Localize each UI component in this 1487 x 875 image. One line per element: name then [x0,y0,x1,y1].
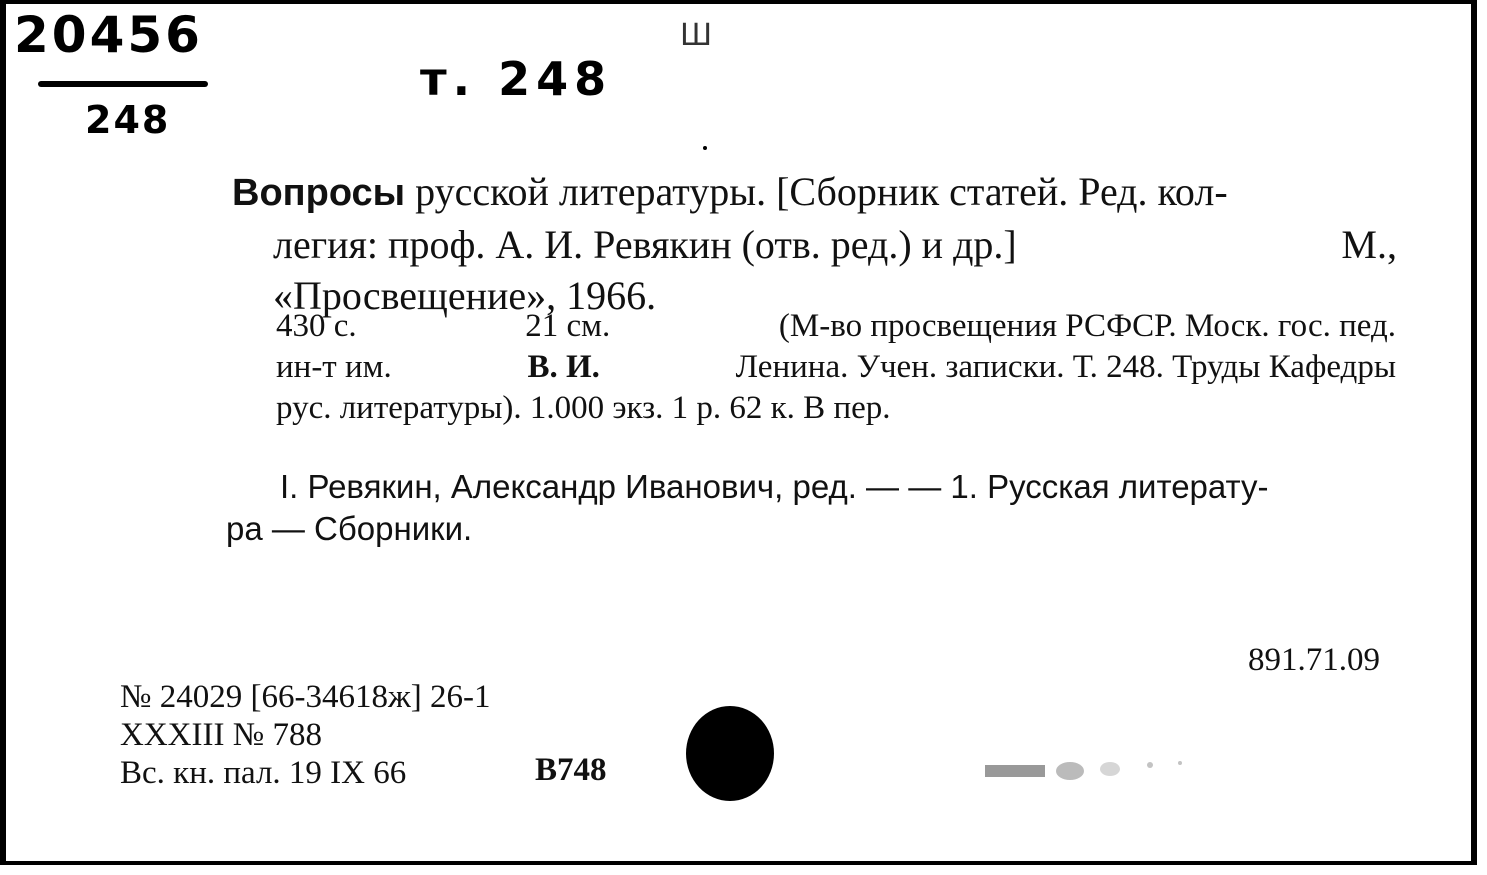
handwritten-volume-label: т. 248 [420,52,613,106]
handwritten-underline [38,81,208,87]
footer-line-2: XXXIII № 788 [120,717,322,753]
ink-dot [703,146,707,150]
bibliographic-entry [232,166,1397,321]
initials: В. И. [527,349,600,385]
editorial-board: легия: проф. А. И. Ревякин (отв. ред.) и др.] [273,222,1017,267]
collation-line-3: рус. литературы). 1.000 экз. 1 р. 62 к. В пер. [276,390,891,426]
collation-line-1 [276,306,1396,347]
footer-block [120,678,491,792]
collation-block [276,306,1396,429]
handwritten-accession-number: 20456 [14,6,203,64]
tracing-line-2: ра — Сборники. [226,510,473,547]
title-rest: русской литературы. [Сборник статей. Ред. кол- [405,169,1228,214]
classification-number: 891.71.09 [1248,642,1380,678]
series-continued: Ленина. Учен. записки. Т. 248. Труды Кафедры [735,349,1396,385]
handwritten-corner-mark: Ш [680,18,713,53]
publication-place: М., [1341,222,1397,267]
punch-hole [686,706,774,801]
tracing-line-1: I. Ревякин, Александр Иванович, ред. — — 1. Русская литерату- [280,468,1269,505]
collation-line-2 [276,347,1396,388]
title-line-1 [232,166,1397,219]
size: 21 см. [525,308,611,344]
handwritten-volume-number: 248 [85,98,171,142]
stamp-smudge [985,757,1190,787]
footer-line-3: Вс. кн. пал. 19 IX 66 [120,755,407,791]
title-heading: Вопросы [232,172,406,214]
publisher-year: «Просвещение», 1966. [273,273,657,318]
institute: ин-т им. [276,349,392,385]
footer-line-1: № 24029 [66-34618ж] 26-1 [120,679,491,715]
tracings-block [226,466,1398,550]
footer-code: B748 [535,752,607,788]
series-start: (М-во просвещения РСФСР. Моск. гос. пед. [778,308,1396,344]
page-count: 430 с. [276,308,357,344]
title-line-2 [232,219,1397,270]
